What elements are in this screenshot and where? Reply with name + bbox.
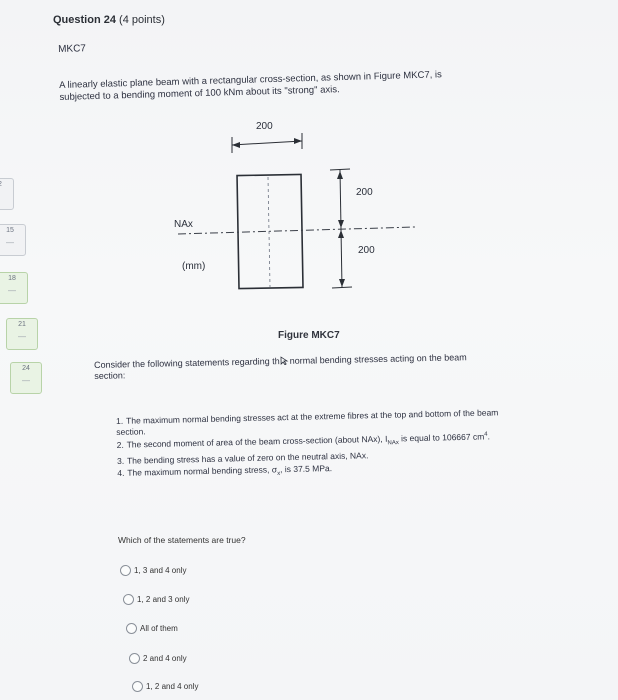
- option-label: 2 and 4 only: [143, 654, 187, 663]
- nav-dash-icon: —: [6, 238, 14, 247]
- height-arrow-top: [337, 171, 343, 179]
- radio-button[interactable]: [123, 594, 134, 605]
- width-arrow-left: [232, 142, 240, 148]
- statement-number: 2.: [116, 439, 124, 450]
- statement-number: 3.: [116, 455, 125, 467]
- question-number: Question 24: [53, 14, 116, 26]
- nav-tile-18[interactable]: [0, 272, 28, 304]
- figure-caption: Figure MKC7: [278, 330, 340, 341]
- statement-number: 1.: [116, 415, 124, 426]
- height-tick-top: [330, 169, 350, 170]
- statement-subscript: x: [277, 470, 281, 477]
- option-label: 1, 2 and 4 only: [146, 682, 199, 691]
- nav-tile-21[interactable]: [6, 318, 38, 350]
- nav-tile-label: [0, 181, 2, 188]
- neutral-axis-label: NAx: [174, 219, 193, 230]
- radio-button[interactable]: [132, 681, 143, 692]
- radio-button[interactable]: [129, 653, 140, 664]
- statement-number: 4.: [117, 467, 125, 478]
- nav-dash-icon: —: [18, 332, 26, 341]
- prompt-text-start: Consider the following statements regarding th: [94, 356, 280, 370]
- nav-dash-icon: —: [8, 286, 16, 295]
- statement-text: The maximum normal bending stress, σ: [127, 463, 278, 478]
- answer-prompt: Which of the statements are true?: [118, 535, 246, 545]
- nav-tile-24[interactable]: [10, 362, 42, 394]
- statement-text: The second moment of area of the beam cross-section (about NAx), I: [126, 433, 388, 450]
- width-arrow-right: [294, 138, 302, 144]
- radio-button[interactable]: [126, 623, 137, 634]
- prompt-text-end: normal bending stresses acting on the beam section:: [94, 352, 467, 381]
- option-label: 1, 3 and 4 only: [134, 566, 187, 575]
- question-intro: A linearly elastic plane beam with a rectangular cross-section, as shown in Figure MKC7, is subjected to a bending moment of 100 kNm about its "strong" axis.: [59, 69, 442, 103]
- nav-dash-icon: —: [22, 376, 30, 385]
- statement-text-cont: is equal to 106667 cm: [398, 431, 485, 444]
- height-tick-bottom: [332, 287, 352, 288]
- mid-arrow-down: [338, 220, 344, 228]
- nav-tile-12[interactable]: [0, 178, 14, 210]
- question-navigator: [0, 130, 40, 410]
- units-label: (mm): [182, 261, 206, 272]
- statement-text: The maximum normal bending stresses act at the extreme fibres at the top and bottom of the beam section.: [116, 407, 499, 437]
- mid-arrow-up: [338, 230, 344, 238]
- option-1-3-4[interactable]: [120, 565, 186, 576]
- width-label: 200: [256, 121, 273, 132]
- option-2-4[interactable]: [129, 653, 187, 664]
- statement-superscript: 4: [484, 431, 488, 438]
- neutral-axis-line: [178, 227, 415, 234]
- statements-list: [116, 407, 507, 484]
- statement-text: The bending stress has a value of zero on the neutral axis, NAx.: [126, 450, 369, 466]
- beam-cross-section-figure: [160, 115, 440, 295]
- upper-height-label: 200: [356, 187, 373, 198]
- statement-text-cont: , is 37.5 MPa.: [279, 462, 333, 474]
- option-label: 1, 2 and 3 only: [137, 595, 190, 604]
- nav-tile-label: 24: [22, 365, 30, 372]
- option-1-2-4[interactable]: [132, 681, 198, 692]
- question-body: [58, 32, 480, 104]
- question-prompt: [94, 352, 494, 382]
- width-dimension-line: [232, 141, 302, 145]
- cursor-icon: [280, 356, 290, 365]
- nav-tile-label: 15: [6, 227, 14, 234]
- nav-tile-label: 21: [18, 321, 26, 328]
- option-all[interactable]: [126, 623, 178, 634]
- nav-tile-label: 18: [8, 275, 16, 282]
- question-title: [53, 14, 165, 26]
- option-label: All of them: [140, 624, 178, 633]
- lower-height-label: 200: [358, 245, 375, 256]
- height-arrow-bottom: [339, 279, 345, 287]
- centre-line: [268, 177, 270, 287]
- statement-subscript: NAx: [387, 440, 399, 447]
- statement-text-end: .: [487, 431, 491, 442]
- nav-tile-15[interactable]: [0, 224, 26, 256]
- radio-button[interactable]: [120, 565, 131, 576]
- option-1-2-3[interactable]: [123, 594, 189, 605]
- question-points: (4 points): [119, 14, 165, 26]
- question-code: MKC7: [58, 43, 87, 55]
